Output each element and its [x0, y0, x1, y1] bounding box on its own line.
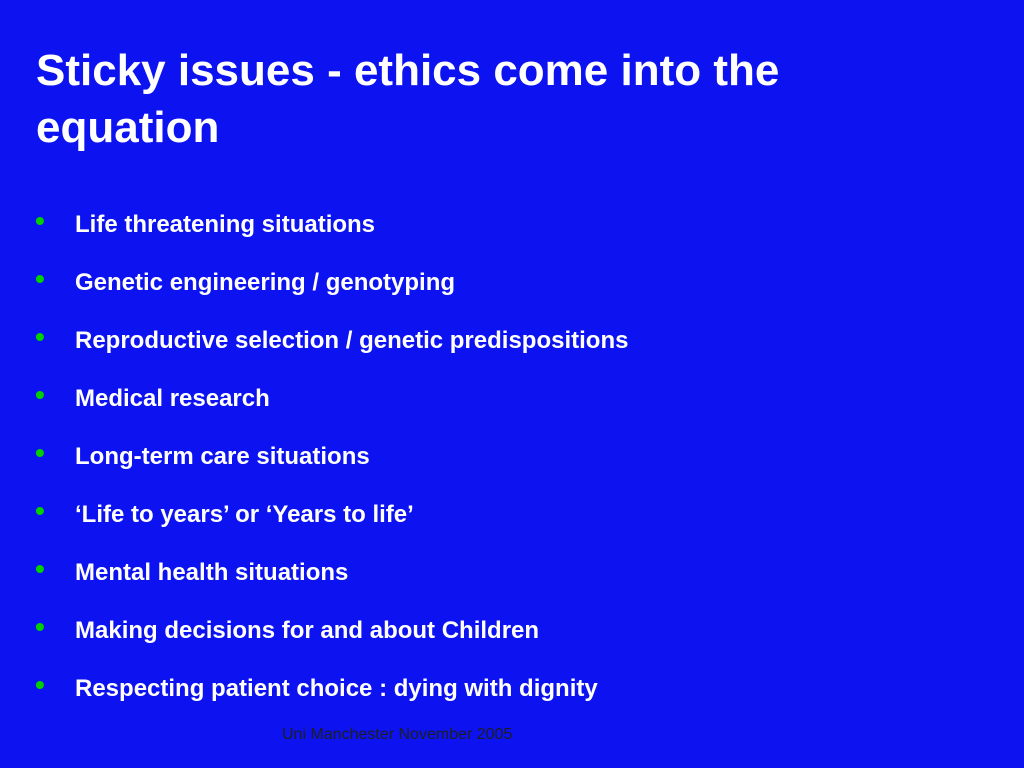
bullet-point-icon: • — [35, 321, 45, 352]
bullet-item-mental-health — [0, 552, 1024, 610]
bullet-item-life-threatening — [0, 204, 1024, 262]
bullet-point-icon: • — [35, 611, 45, 642]
bullet-text: Making decisions for and about Children — [75, 617, 540, 644]
bullet-item-genetic-engineering — [0, 262, 1024, 320]
bullet-list — [0, 204, 1024, 726]
bullet-point-icon: • — [35, 437, 45, 468]
bullet-text: Genetic engineering / genotyping — [75, 269, 456, 296]
bullet-text: Mental health situations — [75, 559, 349, 586]
bullet-item-medical-research — [0, 378, 1024, 436]
bullet-item-reproductive-selection — [0, 320, 1024, 378]
slide-footer: Uni Manchester November 2005 — [282, 726, 513, 743]
bullet-point-icon: • — [35, 379, 45, 410]
bullet-text: Respecting patient choice : dying with dignity — [75, 675, 598, 702]
bullet-item-patient-choice — [0, 668, 1024, 726]
bullet-text: ‘Life to years’ or ‘Years to life’ — [75, 501, 414, 528]
bullet-item-life-to-years — [0, 494, 1024, 552]
bullet-text: Life threatening situations — [75, 211, 376, 238]
bullet-point-icon: • — [35, 669, 45, 700]
bullet-point-icon: • — [35, 553, 45, 584]
slide-title: Sticky issues - ethics come into the equation — [36, 46, 780, 152]
bullet-point-icon: • — [35, 263, 45, 294]
bullet-item-decisions-children — [0, 610, 1024, 668]
bullet-text: Long-term care situations — [75, 443, 370, 470]
bullet-text: Medical research — [75, 385, 270, 412]
bullet-point-icon: • — [35, 495, 45, 526]
bullet-item-long-term-care — [0, 436, 1024, 494]
bullet-text: Reproductive selection / genetic predispositions — [75, 327, 629, 354]
bullet-point-icon: • — [35, 205, 45, 236]
